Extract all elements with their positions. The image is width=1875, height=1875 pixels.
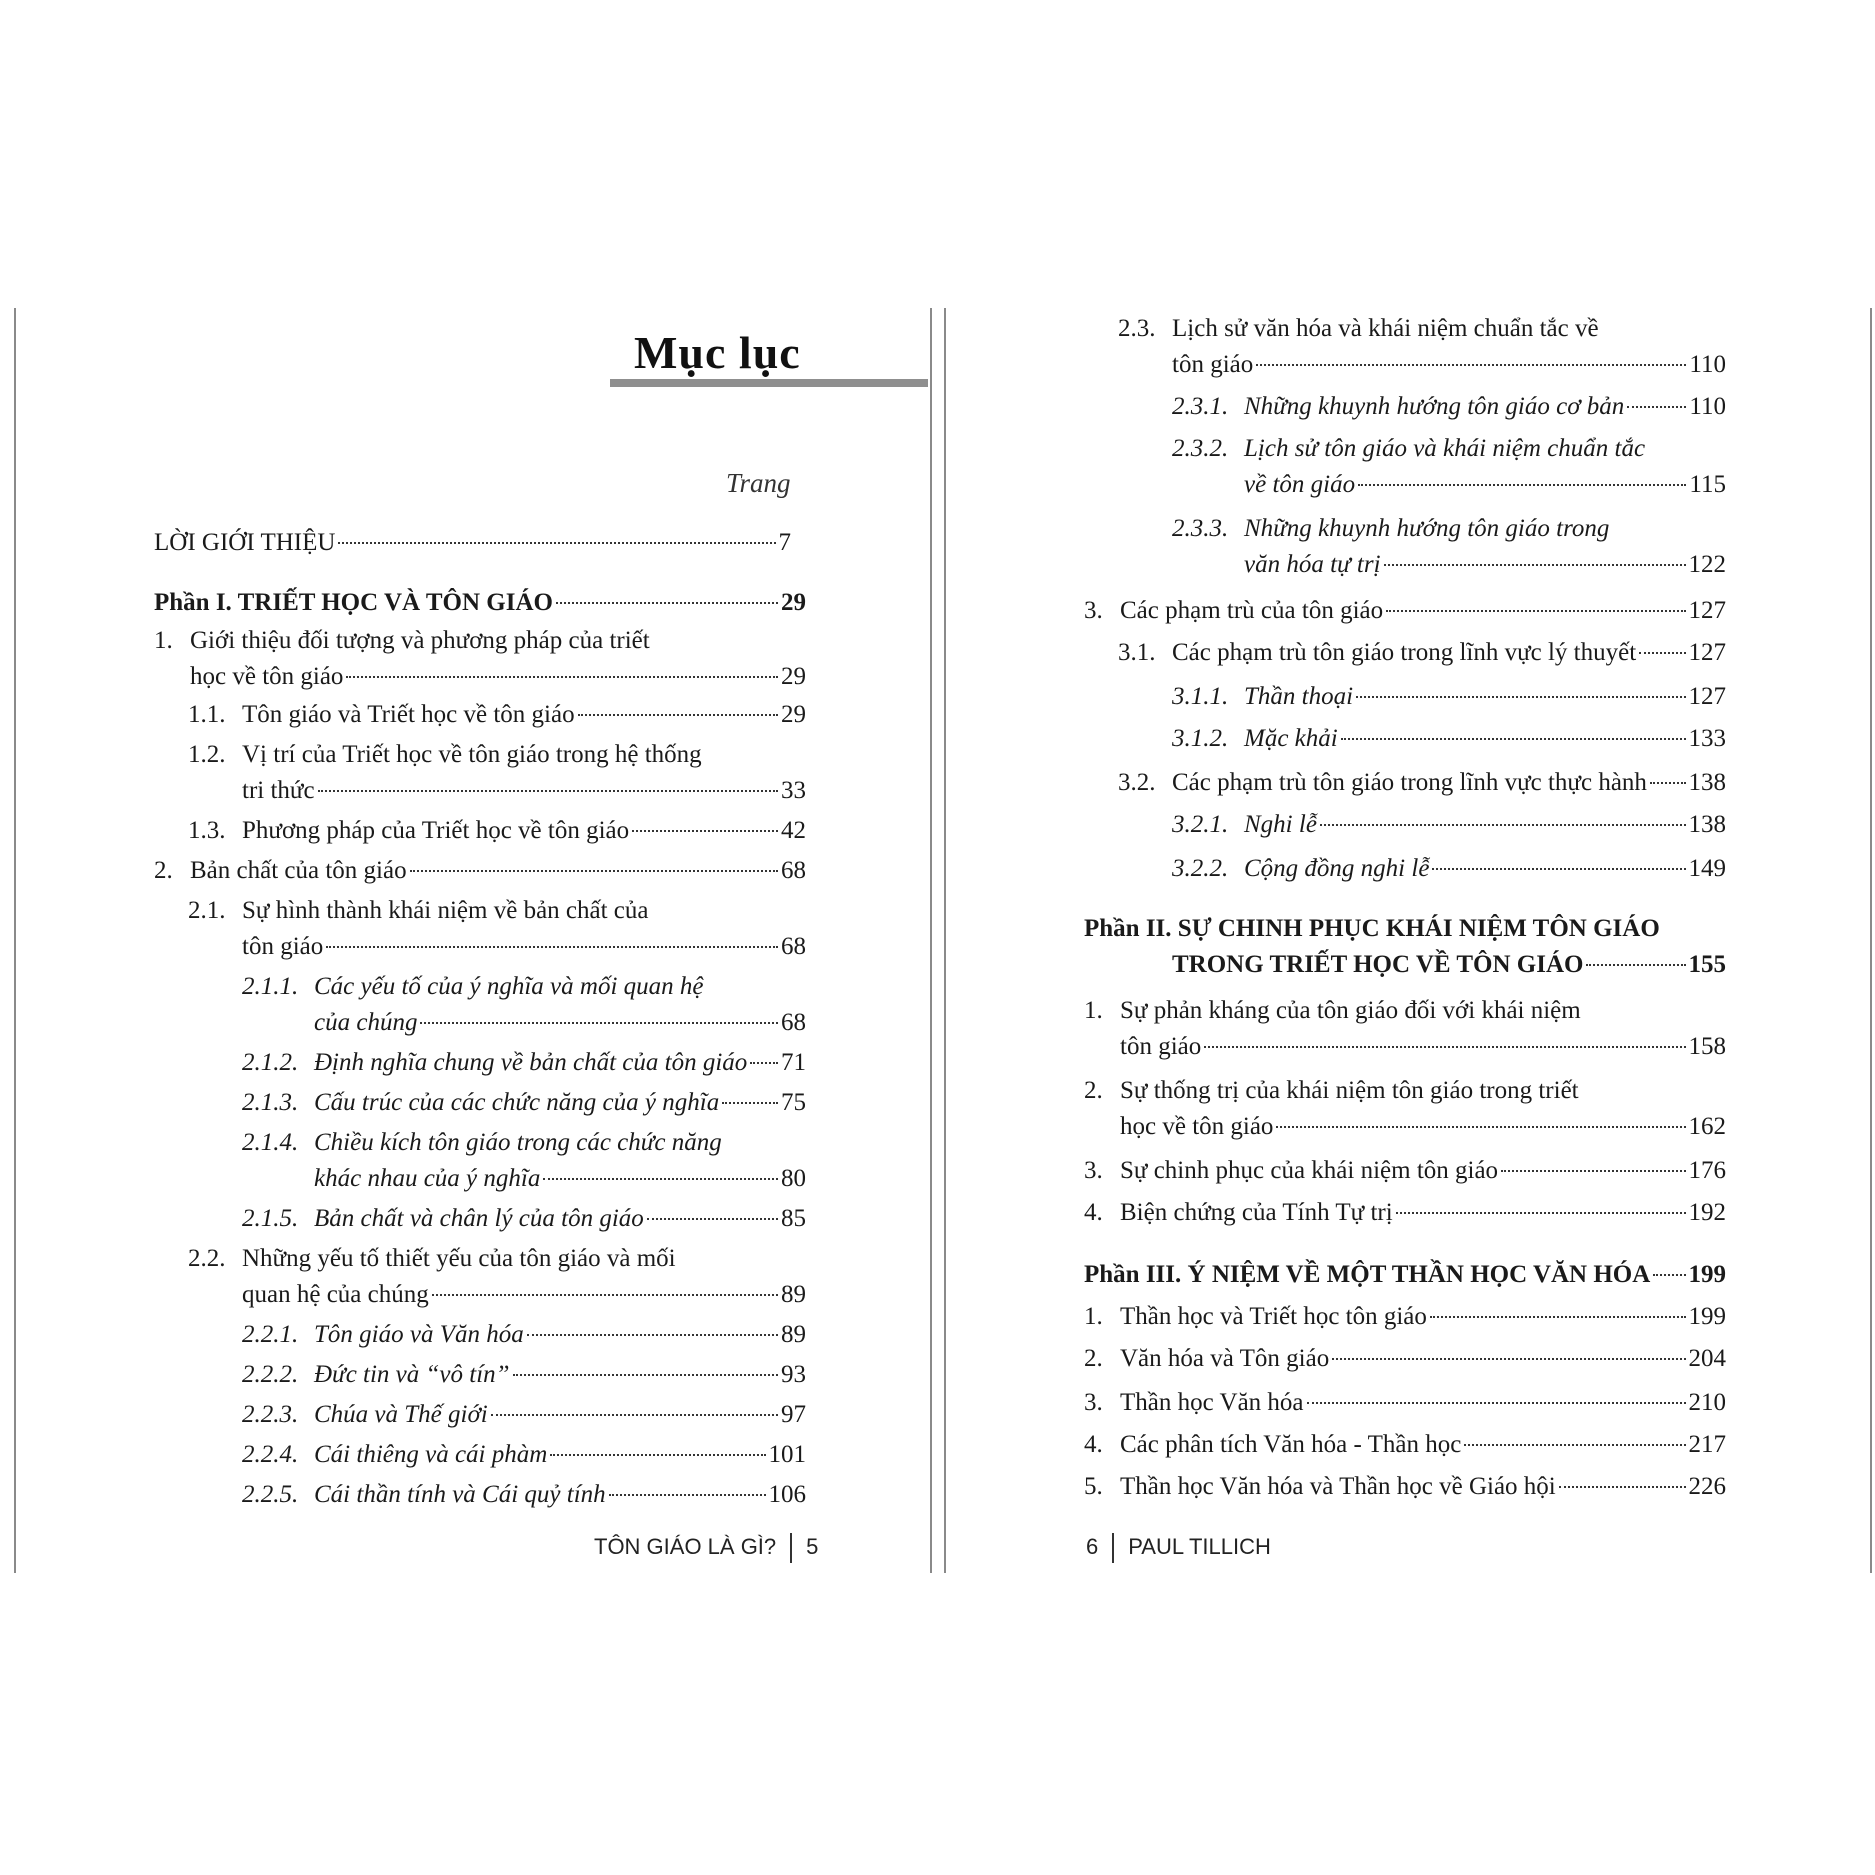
toc-entry[interactable]: 2.1.3. Cấu trúc của các chức năng của ý nghĩa 75 (242, 1089, 806, 1116)
toc-entry[interactable]: 2.1.4. Chiều kích tôn giáo trong các chức năng khác nhau của ý nghĩa 80 (242, 1129, 806, 1192)
toc-entry[interactable]: 3.1.1. Thần thoại 127 (1172, 683, 1726, 710)
toc-entry[interactable]: 3. Các phạm trù của tôn giáo 127 (1084, 597, 1726, 624)
page-title: Mục lục (634, 327, 801, 378)
toc-entry[interactable]: 3.1. Các phạm trù tôn giáo trong lĩnh vực lý thuyết 127 (1118, 639, 1726, 666)
toc-entry[interactable]: 2.3.1. Những khuynh hướng tôn giáo cơ bản 110 (1172, 393, 1726, 420)
left-page (14, 308, 930, 1573)
toc-entry[interactable]: 3. Sự chinh phục của khái niệm tôn giáo 176 (1084, 1157, 1726, 1184)
toc-entry[interactable]: 2.2.5. Cái thần tính và Cái quỷ tính 106 (242, 1481, 806, 1508)
title-underline (610, 379, 928, 387)
page-footer (594, 1533, 818, 1563)
toc-entry-part[interactable]: Phần III. Ý NIỆM VỀ MỘT THẦN HỌC VĂN HÓA 199 (1084, 1261, 1726, 1288)
footer-separator (1112, 1533, 1114, 1563)
toc-entry-part[interactable]: Phần II. SỰ CHINH PHỤC KHÁI NIỆM TÔN GIÁO TRONG TRIẾT HỌC VỀ TÔN GIÁO 155 (1084, 915, 1726, 978)
toc-entry[interactable]: 4. Các phân tích Văn hóa - Thần học 217 (1084, 1431, 1726, 1458)
footer-separator (790, 1533, 792, 1563)
toc-entry[interactable]: 3.2.1. Nghi lễ 138 (1172, 811, 1726, 838)
toc-entry[interactable]: 2.2.4. Cái thiêng và cái phàm 101 (242, 1441, 806, 1468)
toc-entry[interactable]: 2.2.1. Tôn giáo và Văn hóa 89 (242, 1321, 806, 1348)
page-number: 6 (1086, 1533, 1099, 1559)
toc-entry[interactable]: 2. Sự thống trị của khái niệm tôn giáo trong triết học về tôn giáo 162 (1084, 1077, 1726, 1140)
page-number: 5 (806, 1533, 819, 1559)
toc-entry[interactable]: 2. Bản chất của tôn giáo 68 (154, 857, 806, 884)
toc-entry[interactable]: 1.3. Phương pháp của Triết học về tôn giáo 42 (188, 817, 806, 844)
toc-entry[interactable]: 3.1.2. Mặc khải 133 (1172, 725, 1726, 752)
toc-entry[interactable]: LỜI GIỚI THIỆU 7 (154, 529, 791, 556)
toc-entry[interactable]: 4. Biện chứng của Tính Tự trị 192 (1084, 1199, 1726, 1226)
toc-entry[interactable]: 3.2.2. Cộng đồng nghi lễ 149 (1172, 855, 1726, 882)
toc-entry[interactable]: 2.2. Những yếu tố thiết yếu của tôn giáo và mối quan hệ của chúng 89 (188, 1245, 806, 1308)
toc-entry[interactable]: 2.3.3. Những khuynh hướng tôn giáo trong văn hóa tự trị 122 (1172, 515, 1726, 578)
toc-entry[interactable]: 2.2.2. Đức tin và “vô tín” 93 (242, 1361, 806, 1388)
running-head-title: TÔN GIÁO LÀ GÌ? (594, 1533, 777, 1559)
toc-entry[interactable]: 1. Thần học và Triết học tôn giáo 199 (1084, 1303, 1726, 1330)
toc-entry[interactable]: 2.3. Lịch sử văn hóa và khái niệm chuẩn tắc về tôn giáo 110 (1118, 315, 1726, 378)
page-footer (1086, 1533, 1271, 1563)
page-column-label: Trang (726, 468, 791, 498)
gutter-left-edge (930, 308, 932, 1573)
toc-entry[interactable]: 2.1.1. Các yếu tố của ý nghĩa và mối quan hệ của chúng 68 (242, 973, 806, 1036)
toc-entry[interactable]: 2.1.2. Định nghĩa chung về bản chất của tôn giáo 71 (242, 1049, 806, 1076)
toc-entry[interactable]: 3. Thần học Văn hóa 210 (1084, 1389, 1726, 1416)
toc-entry[interactable]: 1. Sự phản kháng của tôn giáo đối với khái niệm tôn giáo 158 (1084, 997, 1726, 1060)
toc-entry[interactable]: 1. Giới thiệu đối tượng và phương pháp của triết học về tôn giáo 29 (154, 627, 806, 690)
toc-entry[interactable]: 2. Văn hóa và Tôn giáo 204 (1084, 1345, 1726, 1372)
toc-entry[interactable]: 2.1. Sự hình thành khái niệm về bản chất của tôn giáo 68 (188, 897, 806, 960)
toc-entry[interactable]: 2.2.3. Chúa và Thế giới 97 (242, 1401, 806, 1428)
right-page (944, 308, 1875, 1573)
toc-entry[interactable]: 2.3.2. Lịch sử tôn giáo và khái niệm chuẩn tắc về tôn giáo 115 (1172, 435, 1726, 498)
toc-entry[interactable]: 1.1. Tôn giáo và Triết học về tôn giáo 29 (188, 701, 806, 728)
toc-entry[interactable]: 5. Thần học Văn hóa và Thần học về Giáo hội 226 (1084, 1473, 1726, 1500)
toc-entry-part[interactable]: Phần I. TRIẾT HỌC VÀ TÔN GIÁO 29 (154, 589, 806, 616)
book-spread (0, 308, 1875, 1573)
running-head-author: PAUL TILLICH (1128, 1533, 1271, 1559)
toc-entry[interactable]: 3.2. Các phạm trù tôn giáo trong lĩnh vực thực hành 138 (1118, 769, 1726, 796)
toc-entry[interactable]: 2.1.5. Bản chất và chân lý của tôn giáo 85 (242, 1205, 806, 1232)
toc-entry[interactable]: 1.2. Vị trí của Triết học về tôn giáo trong hệ thống tri thức 33 (188, 741, 806, 804)
